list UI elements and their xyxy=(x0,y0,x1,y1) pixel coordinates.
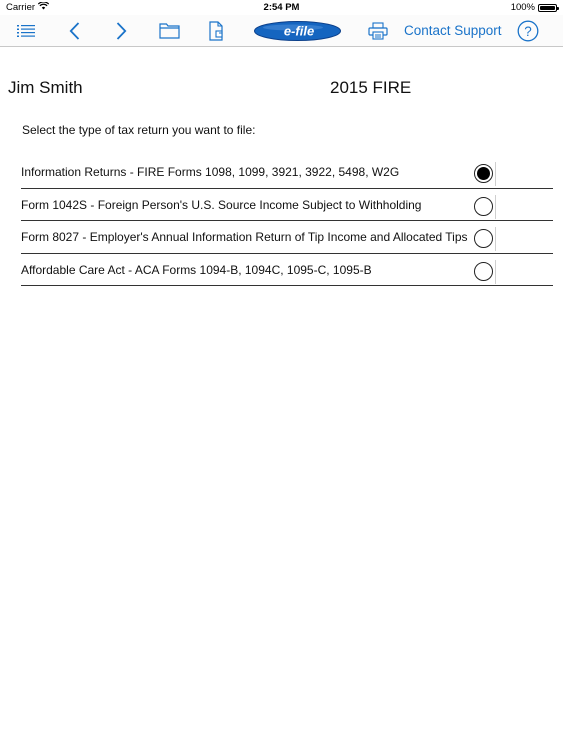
document-copy-icon xyxy=(208,21,226,41)
print-button[interactable] xyxy=(366,15,390,46)
menu-button[interactable] xyxy=(14,15,38,46)
option-label: Form 1042S - Foreign Person's U.S. Source Income Subject to Withholding xyxy=(21,197,422,212)
copy-document-button[interactable] xyxy=(205,15,229,46)
return-type-options xyxy=(21,156,553,286)
option-label: Affordable Care Act - ACA Forms 1094-B, 1094C, 1095-C, 1095-B xyxy=(21,262,372,277)
forward-button[interactable] xyxy=(111,15,131,46)
option-label: Form 8027 - Employer's Annual Information Return of Tip Income and Allocated Tips xyxy=(21,230,468,244)
return-type-prompt: Select the type of tax return you want to file: xyxy=(22,123,256,137)
contact-support-link[interactable]: Contact Support xyxy=(404,23,502,38)
option-information-returns[interactable] xyxy=(21,156,553,189)
battery-icon xyxy=(538,4,557,12)
folder-icon xyxy=(159,22,180,39)
svg-text:?: ? xyxy=(524,23,532,39)
radio-divider xyxy=(491,162,496,186)
radio-divider xyxy=(491,227,496,251)
option-label: Information Returns - FIRE Forms 1098, 1099, 3921, 3922, 5498, W2G xyxy=(21,165,400,179)
back-button[interactable] xyxy=(64,15,84,46)
help-icon xyxy=(517,20,539,42)
back-chevron-icon xyxy=(69,22,80,40)
form-year-title: 2015 FIRE xyxy=(330,78,412,97)
radio-divider xyxy=(491,195,496,219)
option-aca-forms[interactable] xyxy=(21,254,553,287)
forward-chevron-icon xyxy=(116,22,127,40)
efile-logo xyxy=(253,20,342,42)
customer-name: Jim Smith xyxy=(8,78,83,97)
option-form-1042s[interactable] xyxy=(21,189,553,222)
toolbar xyxy=(0,15,563,47)
option-form-8027[interactable] xyxy=(21,221,553,254)
list-icon xyxy=(17,24,35,38)
open-folder-button[interactable] xyxy=(156,15,182,46)
printer-icon xyxy=(368,22,388,40)
status-right xyxy=(511,2,557,13)
battery-percent: 100% xyxy=(510,2,535,13)
carrier-label: Carrier xyxy=(6,2,36,13)
help-button[interactable] xyxy=(516,15,540,46)
efile-logo-text: e-file xyxy=(283,23,315,38)
efile-button[interactable] xyxy=(253,15,342,46)
radio-divider xyxy=(491,260,496,284)
status-time: 2:54 PM xyxy=(263,2,300,13)
status-bar xyxy=(0,0,563,15)
